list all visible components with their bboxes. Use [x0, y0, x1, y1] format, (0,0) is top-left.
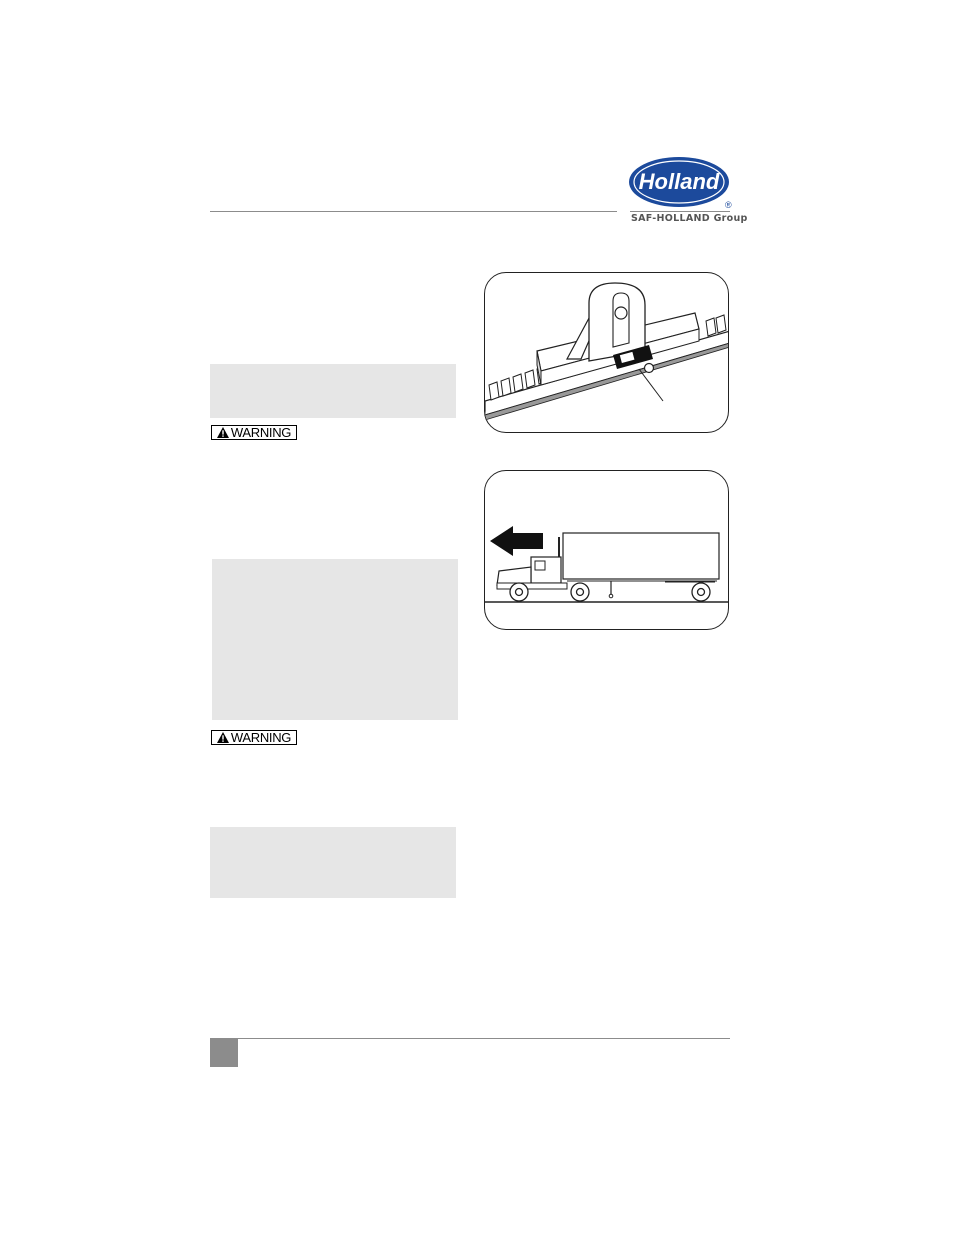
group-text: SAF-HOLLAND Group: [631, 213, 748, 224]
registered-mark: ®: [725, 200, 732, 210]
header-rule: [210, 211, 617, 212]
figure-tractor-trailer: [484, 470, 729, 630]
holland-logo: [628, 156, 732, 212]
footer-rule: [210, 1038, 730, 1039]
gray-note-box-1: [210, 364, 456, 418]
warning-label-1: [211, 425, 297, 440]
tractor-trailer-illustration: [485, 471, 729, 630]
logo-text: Holland: [638, 169, 720, 194]
figure-slide-lock: [484, 272, 729, 433]
warning-triangle-icon: [217, 427, 229, 438]
page-number-tab: [210, 1039, 238, 1067]
logo-rule: [630, 211, 730, 212]
slide-lock-illustration: [485, 273, 729, 433]
warning-text-1: WARNING: [230, 425, 292, 440]
gray-note-box-2: [212, 559, 458, 720]
direction-arrow-icon: [490, 526, 543, 556]
gray-note-box-3: [210, 827, 456, 898]
warning-label-2: [211, 730, 297, 745]
warning-text-2: WARNING: [230, 730, 292, 745]
warning-triangle-icon: [217, 732, 229, 743]
